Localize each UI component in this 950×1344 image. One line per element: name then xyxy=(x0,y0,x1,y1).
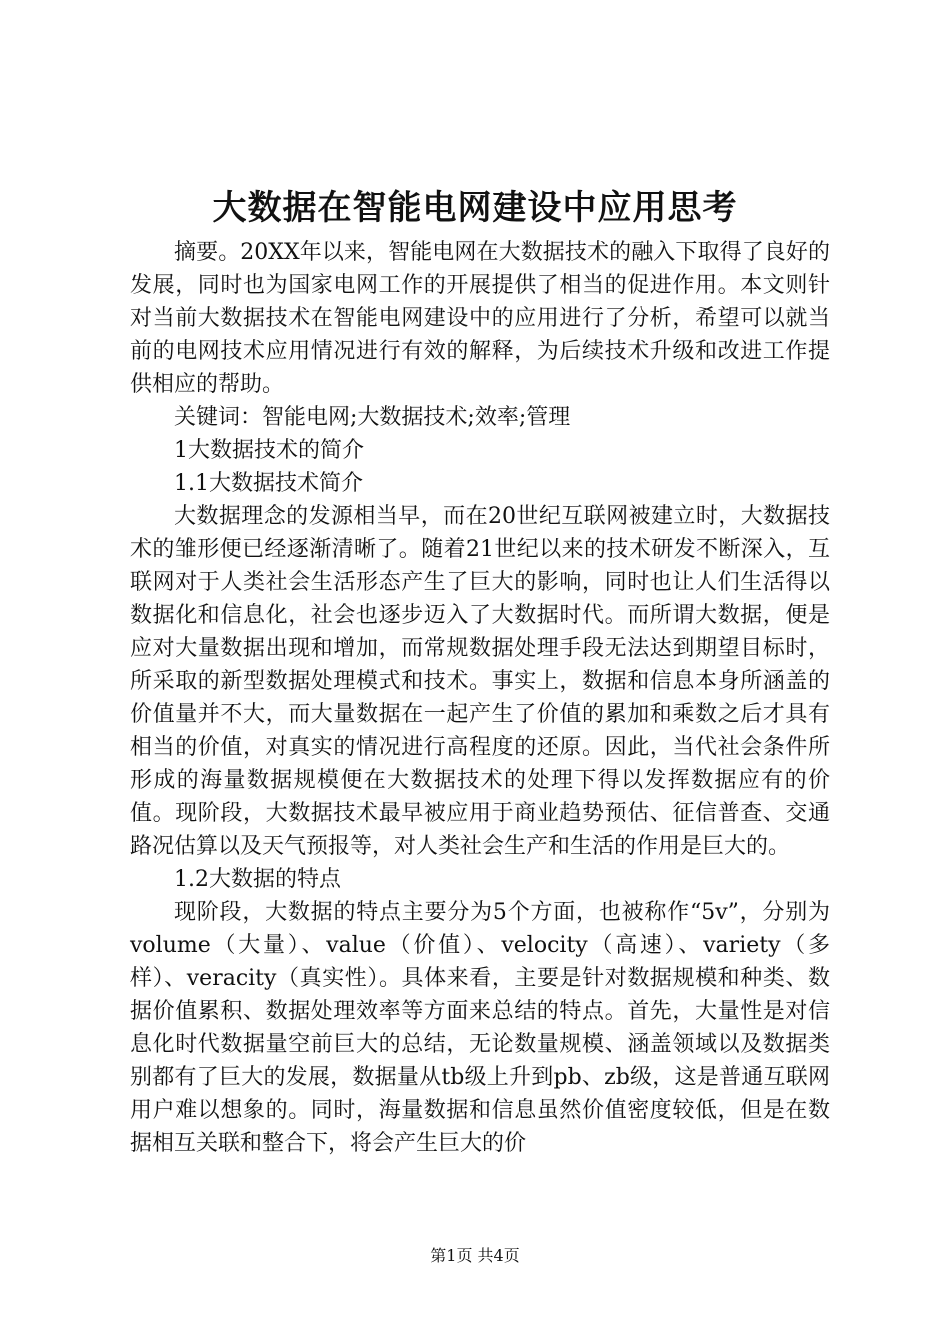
document-title: 大数据在智能电网建设中应用思考 xyxy=(212,188,738,228)
abstract-paragraph: 摘要。20XX年以来，智能电网在大数据技术的融入下取得了良好的发展，同时也为国家电网工作的开展提供了相当的促进作用。本文则针对当前大数据技术在智能电网建设中的应用进行了分析，希望可以就当前的电网技术应用情况进行有效的解释，为后续技术升级和改进工作提供相应的帮助。 xyxy=(130,240,830,397)
body-paragraph-1-2: 现阶段，大数据的特点主要分为5个方面，也被称作“5v”，分别为volume（大量）、value（价值）、velocity（高速）、variety（多样）、veracity（真实性）。具体来看，主要是针对数据规模和种类、数据价值累积、数据处理效率等方面来总结的特点。首先，大量性是对信息化时代数据量空前巨大的总结，无论数量规模、涵盖领域以及数据类别都有了巨大的发展，数据量从tb级上升到pb、zb级，这是普通互联网用户难以想象的。同时，海量数据和信息虽然价值密度较低，但是在数据相互关联和整合下，将会产生巨大的价 xyxy=(130,900,830,1156)
subsection-heading-1-1: 1.1大数据技术简介 xyxy=(174,471,363,496)
section-heading-1: 1大数据技术的简介 xyxy=(174,438,364,463)
body-paragraph-1-1: 大数据理念的发源相当早，而在20世纪互联网被建立时，大数据技术的雏形便已经逐渐清晰了。随着21世纪以来的技术研发不断深入，互联网对于人类社会生活形态产生了巨大的影响，同时也让人们生活得以数据化和信息化，社会也逐步迈入了大数据时代。而所谓大数据，便是应对大量数据出现和增加，而常规数据处理手段无法达到期望目标时，所采取的新型数据处理模式和技术。事实上，数据和信息本身所涵盖的价值量并不大，而大量数据在一起产生了价值的累加和乘数之后才具有相当的价值，对真实的情况进行高程度的还原。因此，当代社会条件所形成的海量数据规模便在大数据技术的处理下得以发挥数据应有的价值。现阶段，大数据技术最早被应用于商业趋势预估、征信普查、交通路况估算以及天气预报等，对人类社会生产和生活的作用是巨大的。 xyxy=(130,504,830,859)
page-footer: 第1页 共4页 xyxy=(430,1246,520,1265)
document-body xyxy=(130,236,830,1160)
keywords-paragraph: 关键词：智能电网;大数据技术;效率;管理 xyxy=(174,405,571,430)
subsection-heading-1-2: 1.2大数据的特点 xyxy=(174,867,341,892)
